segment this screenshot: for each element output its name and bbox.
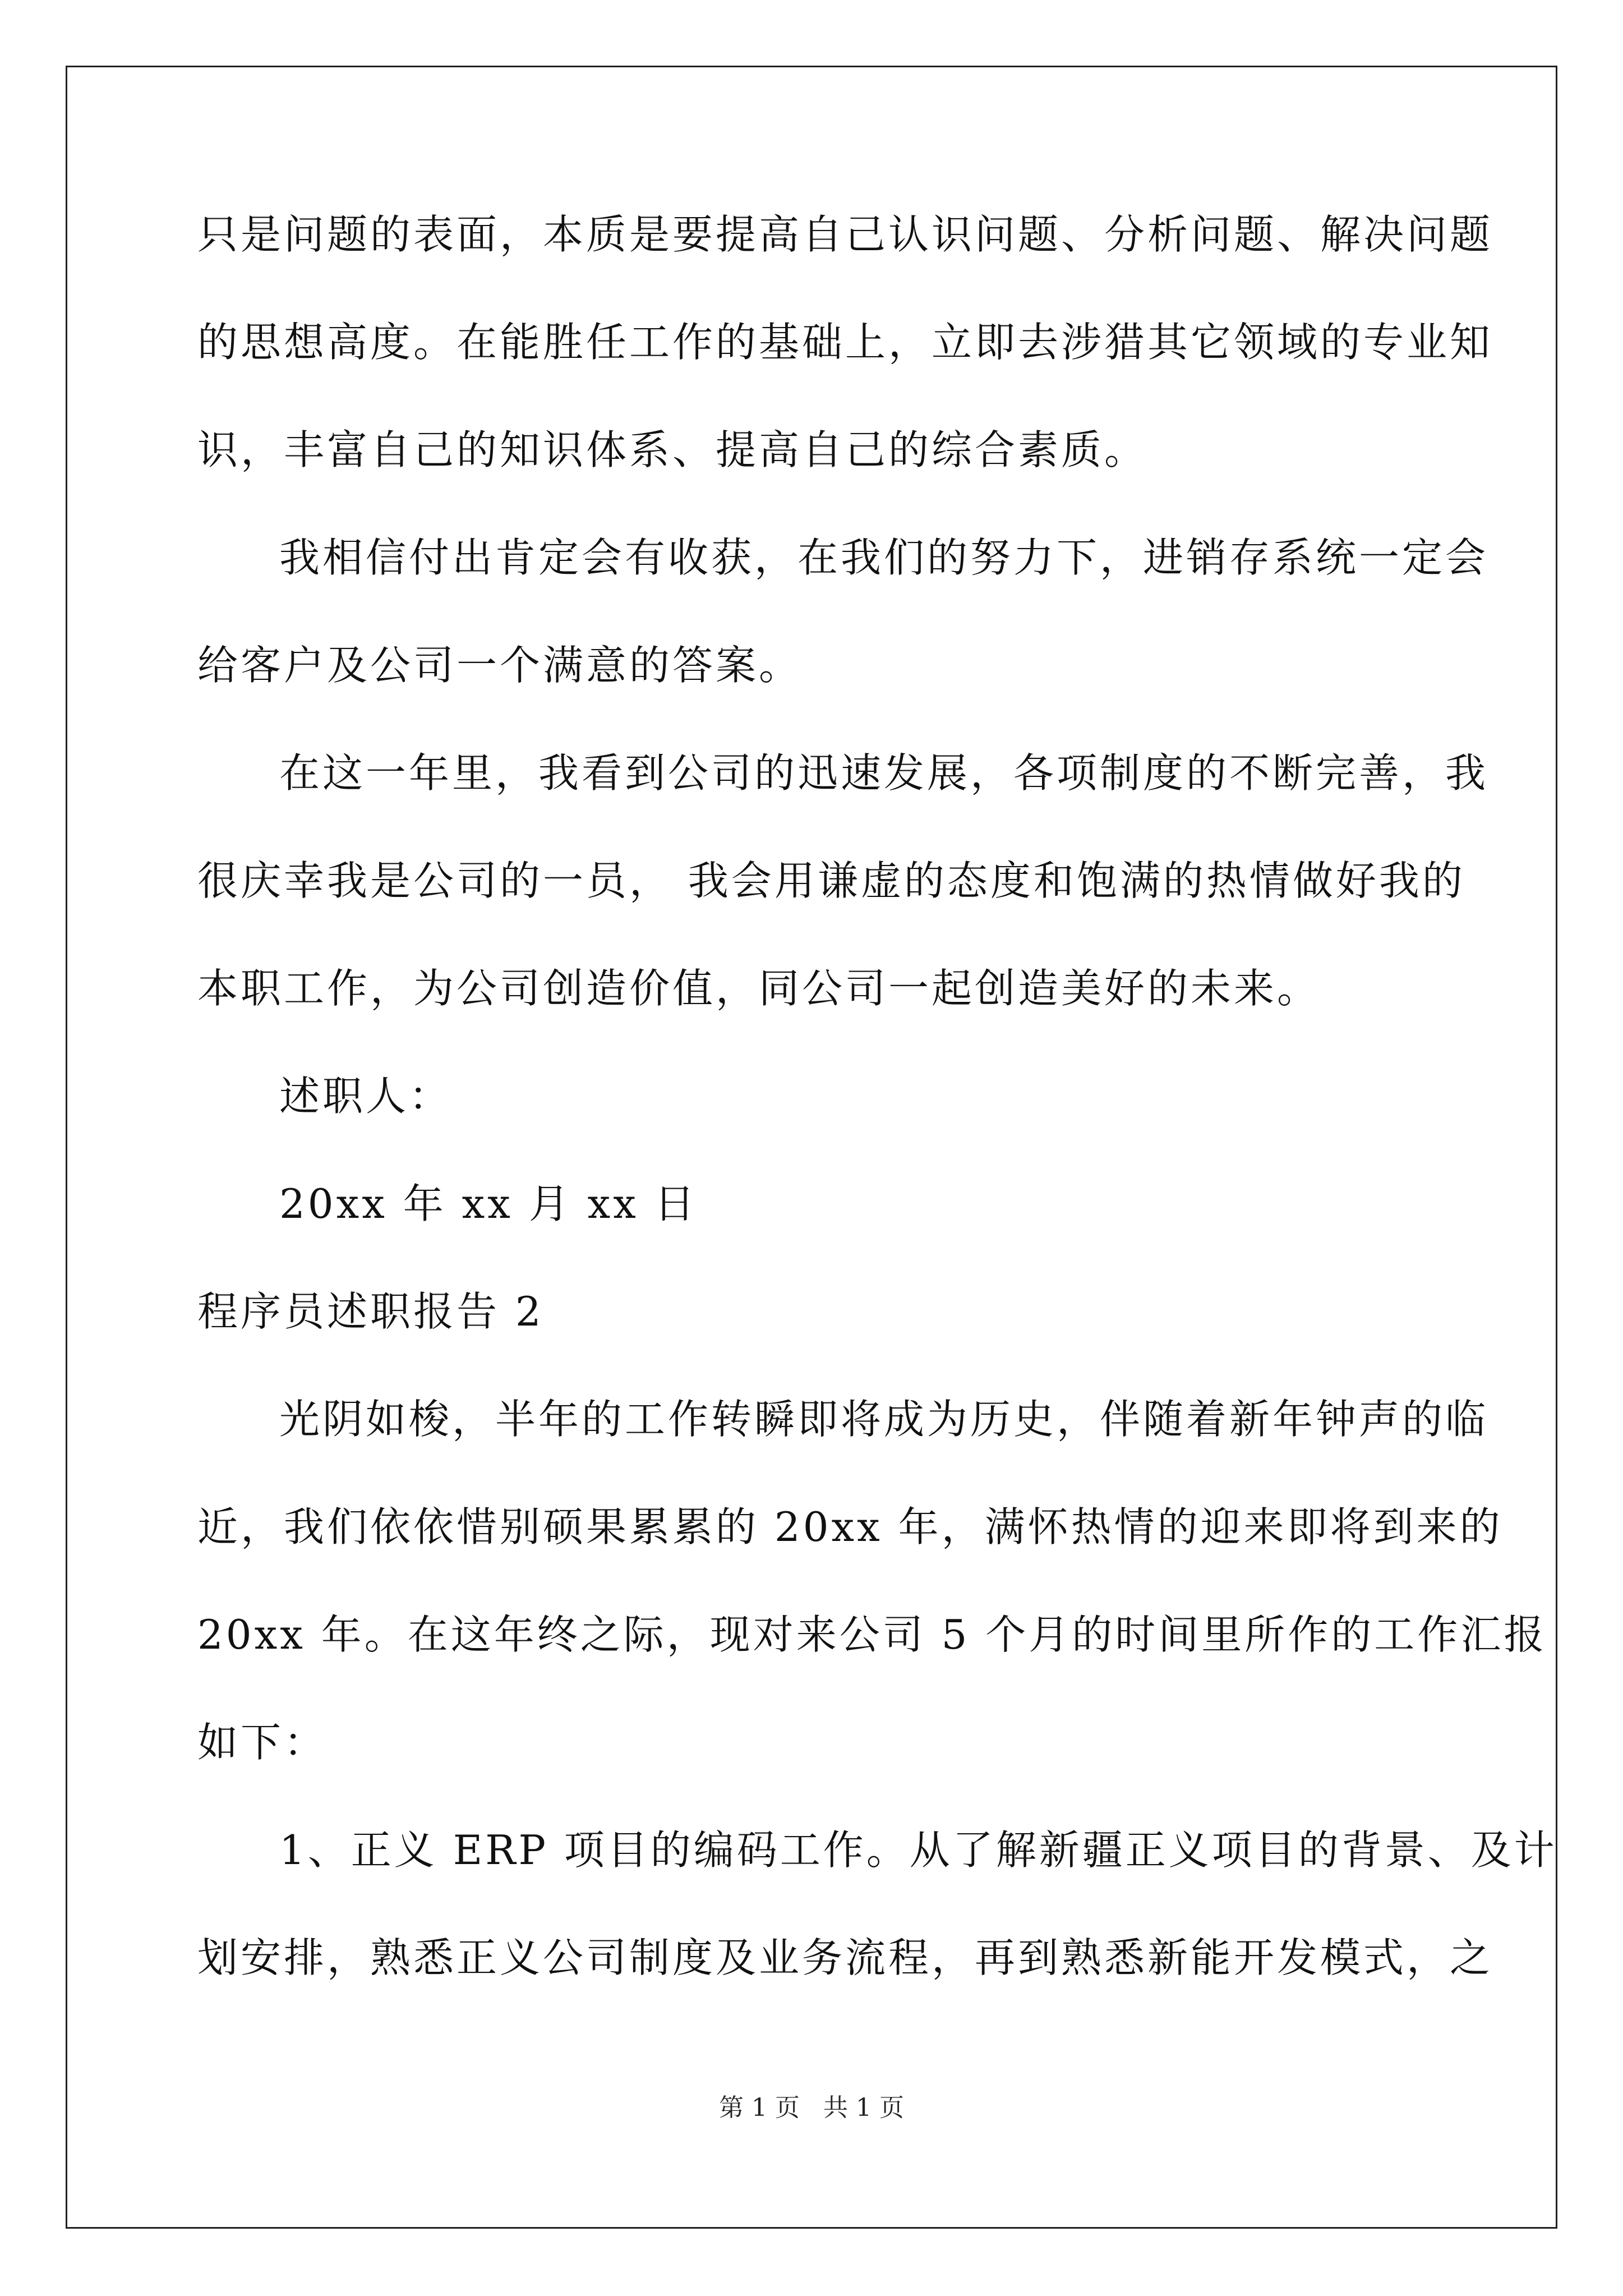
page-border xyxy=(66,66,1557,2229)
paragraph-2-line-1: 我相信付出肯定会有收获，在我们的努力下，进销存系统一定会 xyxy=(279,534,1489,581)
date-line: 20xx 年 xx 月 xx 日 xyxy=(279,1180,698,1227)
paragraph-5-line-1: 1、正义 ERP 项目的编码工作。从了解新疆正义项目的背景、及计 xyxy=(279,1826,1557,1874)
paragraph-3-line-3: 本职工作，为公司创造价值，同公司一起创造美好的未来。 xyxy=(197,965,1321,1012)
paragraph-1-line-3: 识，丰富自己的知识体系、提高自己的综合素质。 xyxy=(197,426,1148,473)
page-footer: 第 1 页 共 1 页 xyxy=(719,2093,904,2122)
paragraph-4-line-4: 如下： xyxy=(197,1719,328,1766)
paragraph-4-line-2: 近，我们依依惜别硕果累累的 20xx 年，满怀热情的迎来即将到来的 xyxy=(197,1503,1503,1550)
paragraph-5-line-2: 划安排，熟悉正义公司制度及业务流程，再到熟悉新能开发模式，之 xyxy=(197,1934,1493,1981)
signature-label: 述职人： xyxy=(279,1073,453,1120)
paragraph-1-line-2: 的思想高度。在能胜任工作的基础上，立即去涉猎其它领域的专业知 xyxy=(197,319,1493,366)
paragraph-3-line-2: 很庆幸我是公司的一员， 我会用谦虚的态度和饱满的热情做好我的 xyxy=(197,857,1465,904)
paragraph-4-line-1: 光阴如梭，半年的工作转瞬即将成为历史，伴随着新年钟声的临 xyxy=(279,1396,1489,1443)
section-title: 程序员述职报告 2 xyxy=(197,1288,544,1335)
paragraph-2-line-2: 给客户及公司一个满意的答案。 xyxy=(197,642,803,689)
paragraph-3-line-1: 在这一年里，我看到公司的迅速发展，各项制度的不断完善，我 xyxy=(279,749,1489,797)
paragraph-4-line-3: 20xx 年。在这年终之际，现对来公司 5 个月的时间里所作的工作汇报 xyxy=(197,1611,1547,1658)
paragraph-1-line-1: 只是问题的表面，本质是要提高自己认识问题、分析问题、解决问题 xyxy=(197,211,1493,258)
